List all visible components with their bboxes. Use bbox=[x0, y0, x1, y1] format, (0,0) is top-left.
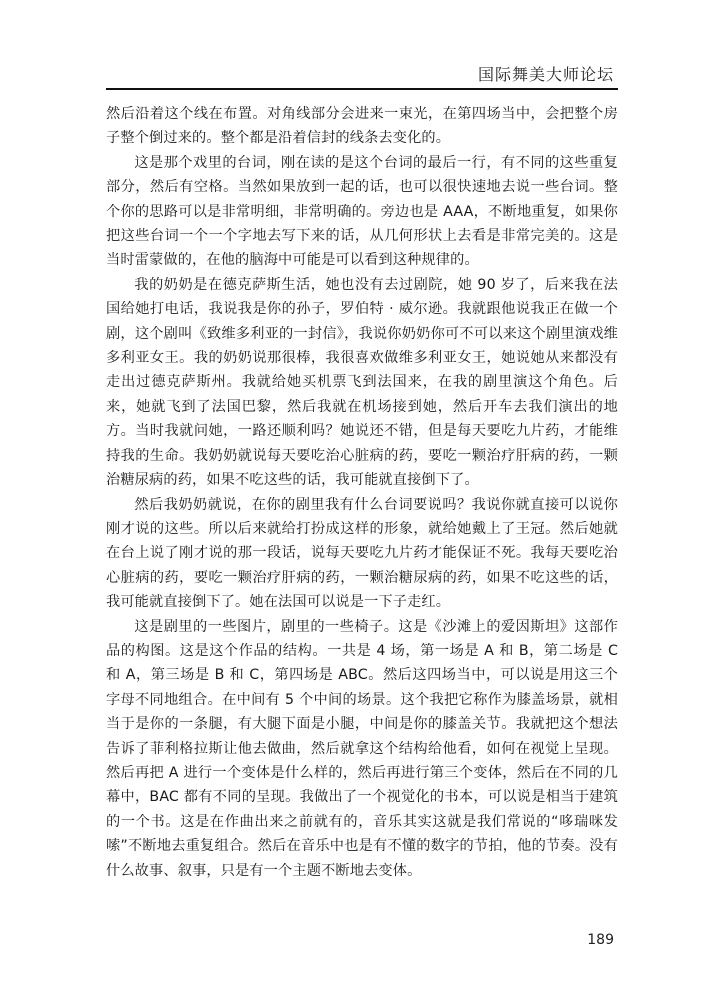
paragraph-4: 然后我奶奶就说，在你的剧里我有什么台词要说吗？我说你就直接可以说你刚才说的这些。所以后来就给打扮成这样的形象，就给她戴上了王冠。然后她就在台上说了刚才说的那一段话，说每天要吃九片药才能保证不死。我每天要吃治心脏病的药，要吃一颗治疗肝病的药，一颗治糖尿病的药，如果不吃这些的话，我可能就直接倒下了。她在法国可以说是一下子走红。 bbox=[106, 496, 618, 611]
paragraph-3: 我的奶奶是在德克萨斯生活，她也没有去过剧院，她 90 岁了，后来我在法国给她打电话，我说我是你的孙子，罗伯特 · 威尔逊。我就跟他说我正在做一个剧，这个剧叫《致维多利亚的一封信》，我说你奶奶你可不可以来这个剧里演戏维多利亚女王。我的奶奶说那很棒，我很喜欢做维多利亚女王，她说她从来都没有走出过德克萨斯州。我就给她买机票飞到法国来，在我的剧里演这个角色。后来，她就飞到了法国巴黎，然后我就在机场接到她，然后开车去我们演出的地方。当时我就问她，一路还顺利吗？她说还不错，但是每天要吃九片药，才能维持我的生命。我奶奶就说每天要吃治心脏病的药，要吃一颗治疗肝病的药，一颗治糖尿病的药，如果不吃这些的话，我可能就直接倒下了。 bbox=[106, 276, 618, 489]
page-number: 189 bbox=[587, 932, 614, 948]
running-header: 国际舞美大师论坛 bbox=[477, 65, 614, 84]
paragraph-5: 这是剧里的一些图片，剧里的一些椅子。这是《沙滩上的爱因斯坦》这部作品的构图。这是这个作品的结构。一共是 4 场，第一场是 A 和 B，第二场是 C 和 A，第三场是 B 和 C，第四场是 ABC。然后这四场当中，可以说是用这三个字母不同地组合。在中间有 5 个中间的场景。这个我把它称作为膝盖场景，就相当于是你的一条腿，有大腿下面是小腿，中间是你的膝盖关节。我就把这个想法告诉了菲利格拉斯让他去做曲，然后就拿这个结构给他看，如何在视觉上呈现。然后再把 A 进行一个变体是什么样的，然后再进行第三个变体，然后在不同的几幕中，BAC 都有不同的呈现。我做出了一个视觉化的书本，可以说是相当于建筑的一个书。这是在作曲出来之前就有的，音乐其实这就是我们常说的“哆瑞咪发嗦”不断地去重复组合。然后在音乐中也是有不懂的数字的节拍，他的节奏。没有什么故事、叙事，只是有一个主题不断地去变体。 bbox=[106, 618, 618, 879]
paragraph-1: 然后沿着这个线在布置。对角线部分会进来一束光，在第四场当中，会把整个房子整个倒过来的。整个都是沿着信封的线条去变化的。 bbox=[106, 106, 618, 147]
paragraph-2: 这是那个戏里的台词，刚在读的是这个台词的最后一行，有不同的这些重复部分，然后有空格。当然如果放到一起的话，也可以很快速地去说一些台词。整个你的思路可以是非常明细，非常明确的。旁边也是 AAA，不断地重复，如果你把这些台词一个一个字地去写下来的话，从几何形状上去看是非常完美的。这是当时雷蒙做的，在他的脑海中可能是可以看到这种规律的。 bbox=[106, 154, 618, 269]
body-text bbox=[106, 102, 618, 883]
header-rule bbox=[106, 88, 618, 90]
